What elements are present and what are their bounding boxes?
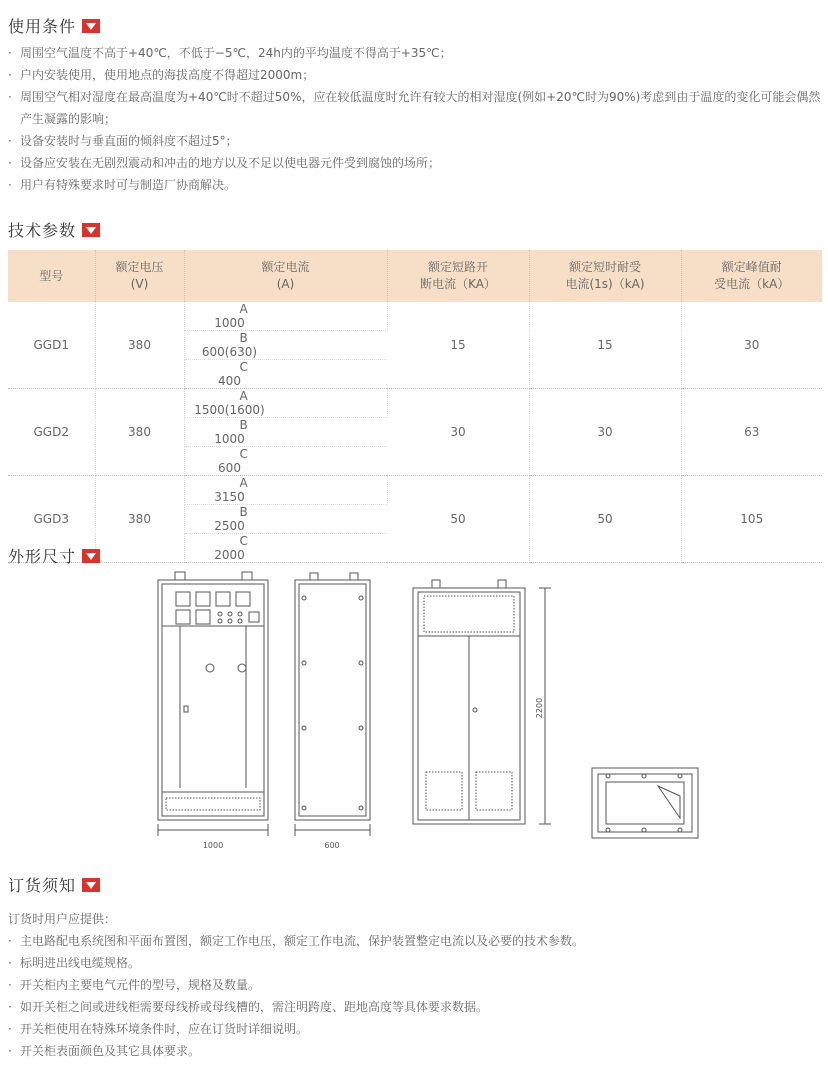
- cell-break: 30: [387, 389, 529, 476]
- cell-current: [184, 418, 387, 447]
- header-text: 额定短路开: [427, 260, 488, 274]
- red-triangle-icon: [82, 549, 100, 563]
- current-value: 600(630): [201, 345, 258, 359]
- section-title-dimensions: [8, 544, 100, 567]
- cell-current: [184, 389, 387, 418]
- red-triangle-icon: [82, 223, 100, 237]
- cell-model: GGD3: [8, 476, 95, 563]
- cell-peak: 105: [681, 476, 822, 563]
- header-text: (A): [276, 277, 295, 291]
- cell-current: [184, 360, 387, 389]
- col-header-break: [387, 250, 529, 302]
- order-list: [8, 908, 823, 1062]
- current-label: C: [239, 534, 248, 548]
- current-value: 2500: [214, 519, 245, 533]
- cell-current: [184, 331, 387, 360]
- header-text: 额定电压: [115, 260, 164, 274]
- dimensions-title-text: 外形尺寸: [8, 547, 77, 566]
- red-triangle-icon: [82, 878, 100, 892]
- cell-peak: 63: [681, 389, 822, 476]
- current-label: A: [239, 476, 248, 490]
- cell-short: 30: [529, 389, 681, 476]
- list-item: · 如开关柜之间或进线柜需要母线桥或母线槽的，需注明跨度、距地高度等具体要求数据。: [8, 996, 823, 1018]
- list-item: · 开关柜内主要电气元件的型号，规格及数量。: [8, 974, 823, 996]
- list-item-text: 开关柜表面颜色及其它具体要求。: [20, 1044, 201, 1058]
- conditions-title-text: 使用条件: [8, 17, 77, 36]
- section-title-conditions: [8, 14, 100, 37]
- table-header-row: [8, 250, 822, 302]
- current-value: 1500(1600): [194, 403, 265, 417]
- header-text: 电流(1s)（kA): [565, 277, 645, 291]
- height-dimension-label: 2200: [535, 697, 544, 719]
- rear-view: [413, 580, 551, 824]
- cell-current: [184, 476, 387, 505]
- conditions-list: [8, 42, 823, 196]
- current-label: B: [239, 418, 248, 432]
- section-title-order: [8, 873, 100, 896]
- current-value: 2000: [214, 548, 245, 562]
- list-item-text: 主电路配电系统图和平面布置图，额定工作电压，额定工作电流，保护装置整定电流以及必要的技术参数。: [20, 934, 585, 948]
- list-item-text: 设备安装时与垂直面的倾斜度不超过5°；: [20, 134, 238, 148]
- col-header-short: [529, 250, 681, 302]
- col-header-peak: [681, 250, 822, 302]
- list-item-text: 周围空气温度不高于+40℃，不低于−5℃，24h内的平均温度不得高于+35℃；: [20, 46, 452, 60]
- cell-current: [184, 534, 387, 563]
- order-intro: 订货时用户应提供：: [8, 912, 117, 926]
- cell-current: [184, 505, 387, 534]
- list-item: · 设备安装时与垂直面的倾斜度不超过5°；: [8, 130, 823, 152]
- header-text: 额定峰值耐: [721, 260, 782, 274]
- section-title-tech: [8, 218, 100, 241]
- current-value: 600: [218, 461, 241, 475]
- cell-short: 15: [529, 302, 681, 389]
- current-value: 1000: [214, 432, 245, 446]
- current-label: B: [239, 505, 248, 519]
- current-label: A: [239, 389, 248, 403]
- list-item-text: 户内安装使用，使用地点的海拔高度不得超过2000m；: [20, 68, 315, 82]
- list-item: · 周围空气相对湿度在最高温度为+40℃时不超过50%，应在较低温度时允许有较大的相对湿度(例如+20℃时为90%)考虑到由于温度的变化可能会偶然产生凝露的影响；: [8, 86, 823, 130]
- header-text: 断电流（KA）: [420, 277, 496, 291]
- depth-dimension-label: 600: [324, 841, 340, 850]
- current-value: 3150: [214, 490, 245, 504]
- list-item: · 主电路配电系统图和平面布置图，额定工作电压，额定工作电流，保护装置整定电流以及必要的技术参数。: [8, 930, 823, 952]
- col-header-model: [8, 250, 95, 302]
- cell-current: [184, 302, 387, 331]
- header-text: 额定短时耐受: [568, 260, 641, 274]
- cabinet-drawing: [150, 568, 710, 853]
- cell-current: [184, 447, 387, 476]
- list-item: · 周围空气温度不高于+40℃，不低于−5℃，24h内的平均温度不得高于+35℃；: [8, 42, 823, 64]
- current-value: 1000: [214, 316, 245, 330]
- table-row: [8, 389, 822, 418]
- table-row: [8, 476, 822, 505]
- col-header-voltage: [95, 250, 184, 302]
- front-view: [158, 572, 268, 836]
- current-label: A: [239, 302, 248, 316]
- spec-table: [8, 250, 822, 563]
- list-item-text: 开关柜使用在特殊环境条件时，应在订货时详细说明。: [20, 1022, 309, 1036]
- cell-model: GGD1: [8, 302, 95, 389]
- cell-peak: 30: [681, 302, 822, 389]
- order-title-text: 订货须知: [8, 876, 77, 895]
- current-label: C: [239, 360, 248, 374]
- cell-model: GGD2: [8, 389, 95, 476]
- list-item: · 户内安装使用，使用地点的海拔高度不得超过2000m；: [8, 64, 823, 86]
- list-item-text: 设备应安装在无剧烈震动和冲击的地方以及不足以使电器元件受到腐蚀的场所；: [20, 156, 441, 170]
- tech-title-text: 技术参数: [8, 221, 77, 240]
- cell-break: 15: [387, 302, 529, 389]
- current-label: C: [239, 447, 248, 461]
- side-view: [295, 573, 370, 836]
- cell-voltage: 380: [95, 476, 184, 563]
- list-item-text: 开关柜内主要电气元件的型号，规格及数量。: [20, 978, 261, 992]
- header-text: 受电流（kA）: [714, 277, 790, 291]
- list-item-text: 周围空气相对湿度在最高温度为+40℃时不超过50%，应在较低温度时允许有较大的相对湿度(例如+20℃时为90%)考虑到由于温度的变化可能会偶然产生凝露的影响；: [20, 90, 821, 126]
- list-item: · 开关柜表面颜色及其它具体要求。: [8, 1040, 823, 1062]
- top-view: [592, 768, 698, 838]
- width-dimension-label: 1000: [202, 841, 224, 850]
- red-triangle-icon: [82, 19, 100, 33]
- cell-short: 50: [529, 476, 681, 563]
- current-value: 400: [218, 374, 241, 388]
- table-row: [8, 302, 822, 331]
- cell-voltage: 380: [95, 389, 184, 476]
- col-header-current: [184, 250, 387, 302]
- header-text: (V): [130, 277, 149, 291]
- header-text: 型号: [39, 268, 64, 283]
- list-item-text: 如开关柜之间或进线柜需要母线桥或母线槽的，需注明跨度、距地高度等具体要求数据。: [20, 1000, 489, 1014]
- list-item: · 用户有特殊要求时可与制造厂协商解决。: [8, 174, 823, 196]
- list-item-text: 标明进出线电缆规格。: [20, 956, 141, 970]
- header-text: 额定电流: [261, 260, 310, 274]
- cell-break: 50: [387, 476, 529, 563]
- list-item: · 开关柜使用在特殊环境条件时，应在订货时详细说明。: [8, 1018, 823, 1040]
- list-item-text: 用户有特殊要求时可与制造厂协商解决。: [20, 178, 237, 192]
- cell-voltage: 380: [95, 302, 184, 389]
- list-item: · 设备应安装在无剧烈震动和冲击的地方以及不足以使电器元件受到腐蚀的场所；: [8, 152, 823, 174]
- current-label: B: [239, 331, 248, 345]
- list-item: · 标明进出线电缆规格。: [8, 952, 823, 974]
